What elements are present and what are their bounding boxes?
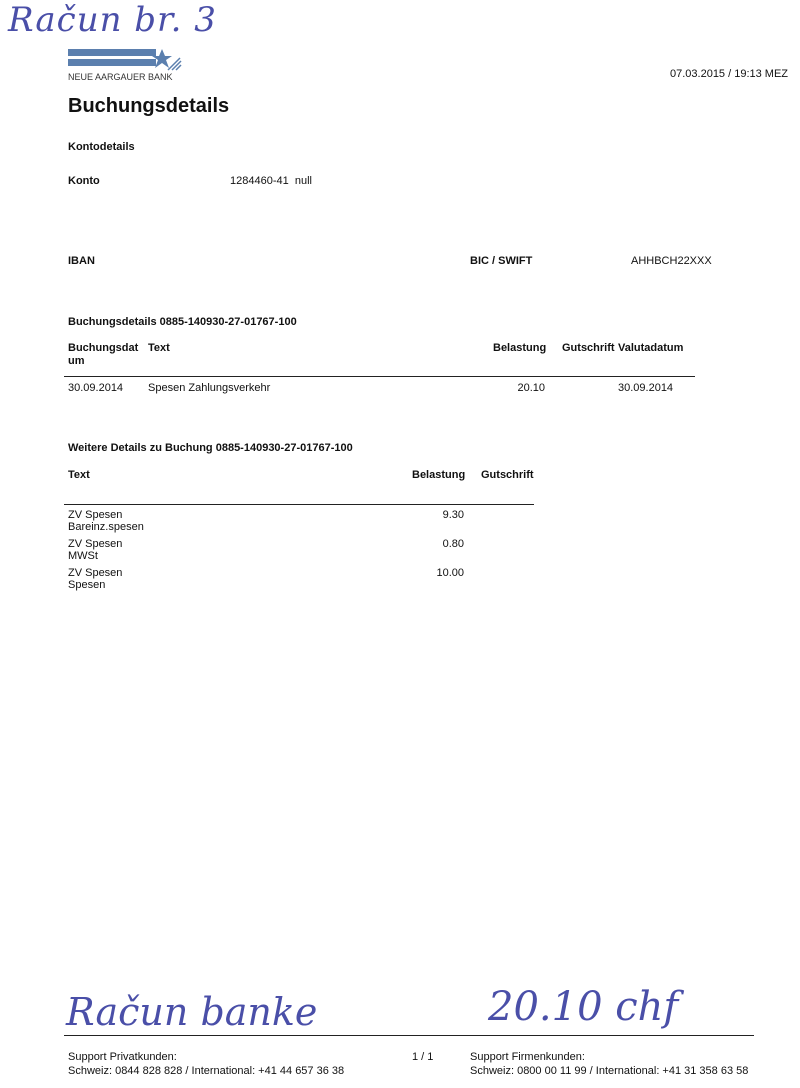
iban-label: IBAN [68, 255, 95, 267]
handwritten-note-top: Račun br. 3 [8, 0, 217, 40]
booking-title: Buchungsdetails 0885-140930-27-01767-100 [68, 316, 297, 328]
account-section-label: Kontodetails [68, 141, 135, 153]
handwritten-note-bottom-right: 20.10 chf [488, 984, 679, 1030]
column-header-value-date: Valutadatum [618, 342, 684, 354]
divider [64, 504, 534, 505]
bic-label: BIC / SWIFT [470, 255, 533, 267]
divider [64, 376, 695, 377]
konto-value: 1284460-41 null [230, 175, 312, 187]
booking-date: 30.09.2014 [68, 382, 124, 394]
page-title: Buchungsdetails [68, 95, 230, 117]
detail-debit: 10.00 [436, 567, 464, 579]
column-header-credit: Gutschrift [562, 342, 615, 354]
booking-debit: 20.10 [517, 382, 545, 394]
detail-debit: 0.80 [442, 538, 464, 550]
page-number: 1 / 1 [412, 1051, 434, 1063]
bic-value: AHHBCH22XXX [631, 255, 712, 267]
print-datetime: 07.03.2015 / 19:13 MEZ [670, 68, 789, 80]
konto-label: Konto [68, 175, 100, 187]
booking-value-date: 30.09.2014 [618, 382, 674, 394]
star-icon [152, 47, 182, 71]
booking-text: Spesen Zahlungsverkehr [148, 382, 271, 394]
column-header-date: Buchungsdat um [68, 342, 139, 367]
further-header-text: Text [68, 469, 90, 481]
footer-divider [64, 1035, 754, 1036]
footer-private-contact: Schweiz: 0844 828 828 / International: +41 44 657 36 38 [68, 1065, 345, 1077]
handwritten-note-bottom-left: Račun banke [66, 990, 318, 1034]
footer-business-title: Support Firmenkunden: [470, 1051, 585, 1063]
detail-debit: 9.30 [442, 509, 464, 521]
bank-logo [68, 47, 186, 71]
bank-name: NEUE AARGAUER BANK [68, 72, 173, 82]
logo-bar [68, 49, 156, 56]
logo-bar [68, 59, 156, 66]
footer-business-contact: Schweiz: 0800 00 11 99 / International: +41 31 358 63 58 [470, 1065, 749, 1077]
further-details-title: Weitere Details zu Buchung 0885-140930-27-01767-100 [68, 442, 353, 454]
further-header-debit: Belastung [412, 469, 466, 481]
footer-private-title: Support Privatkunden: [68, 1051, 177, 1063]
detail-text: ZV Spesen Bareinz.spesen [68, 509, 144, 533]
column-header-debit: Belastung [493, 342, 547, 354]
further-header-credit: Gutschrift [481, 469, 534, 481]
detail-text: ZV Spesen MWSt [68, 538, 123, 562]
column-header-text: Text [148, 342, 170, 354]
detail-text: ZV Spesen Spesen [68, 567, 123, 591]
